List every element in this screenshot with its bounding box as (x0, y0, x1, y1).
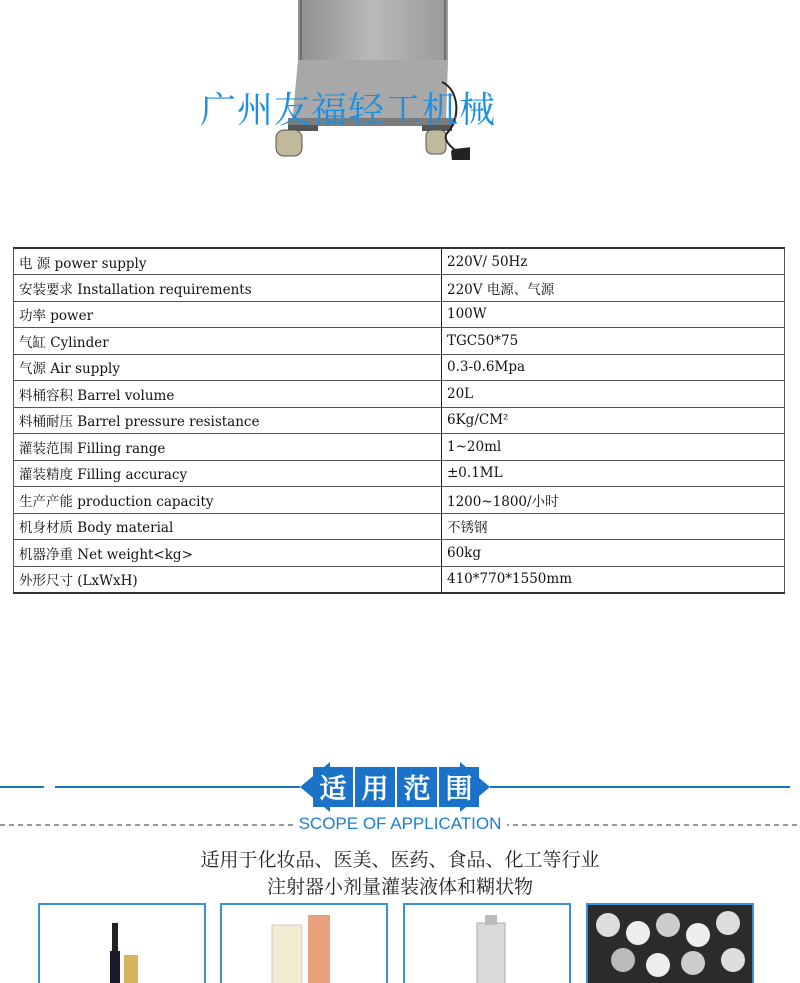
table-row (14, 434, 785, 461)
spec-value: 220V 电源、气源 (442, 275, 785, 302)
brand-watermark: 广州友福轻工机械 (200, 90, 497, 131)
table-row (14, 275, 785, 302)
table-row (14, 354, 785, 381)
spec-label: 电 源 power supply (14, 248, 442, 275)
table-row (14, 407, 785, 434)
spec-label: 机器净重 Net weight<kg> (14, 540, 442, 567)
spec-label: 机身材质 Body material (14, 513, 442, 540)
product-image-vials (586, 903, 754, 983)
lip-balm-icon (222, 905, 388, 983)
spec-label: 生产产能 production capacity (14, 487, 442, 514)
table-row (14, 513, 785, 540)
spec-label: 灌装精度 Filling accuracy (14, 460, 442, 487)
spec-value: 不锈钢 (442, 513, 785, 540)
tube-icon (405, 905, 571, 983)
badge-group (300, 762, 490, 812)
spec-label: 功率 power (14, 301, 442, 328)
spec-value: 0.3-0.6Mpa (442, 354, 785, 381)
spec-value: 410*770*1550mm (442, 566, 785, 593)
spec-value: TGC50*75 (442, 328, 785, 355)
scope-description-line-1: 适用于化妆品、医美、医药、食品、化工等行业 (200, 849, 600, 871)
table-row (14, 566, 785, 593)
spec-label: 气源 Air supply (14, 354, 442, 381)
spec-label: 安装要求 Installation requirements (14, 275, 442, 302)
scope-description-line-2: 注射器小剂量灌装液体和糊状物 (266, 876, 533, 898)
badge-char: 围 (445, 774, 473, 805)
vials-icon (588, 905, 754, 983)
spec-value: 20L (442, 381, 785, 408)
badge-char: 范 (403, 774, 431, 805)
scope-subtitle-wrap (0, 814, 800, 834)
spec-value: 100W (442, 301, 785, 328)
machine-image (270, 0, 470, 160)
table-row (14, 381, 785, 408)
table-row (14, 487, 785, 514)
spec-value: 220V/ 50Hz (442, 248, 785, 275)
spec-value: 1200~1800/小时 (442, 487, 785, 514)
spec-label: 灌装范围 Filling range (14, 434, 442, 461)
spec-table (13, 247, 785, 594)
table-row (14, 460, 785, 487)
table-row (14, 301, 785, 328)
spec-label: 外形尺寸 (LxWxH) (14, 566, 442, 593)
product-image-mascara (38, 903, 206, 983)
table-row (14, 540, 785, 567)
product-image-lip-balm (220, 903, 388, 983)
spec-value: 60kg (442, 540, 785, 567)
spec-value: 1~20ml (442, 434, 785, 461)
product-image-tube (403, 903, 571, 983)
scope-subtitle: SCOPE OF APPLICATION (293, 814, 508, 833)
spec-value: 6Kg/CM² (442, 407, 785, 434)
spec-value: ±0.1ML (442, 460, 785, 487)
spec-label: 料桶容积 Barrel volume (14, 381, 442, 408)
badge-char: 用 (361, 774, 389, 805)
mascara-icon (40, 905, 206, 983)
table-row (14, 248, 785, 275)
table-row (14, 328, 785, 355)
spec-label: 气缸 Cylinder (14, 328, 442, 355)
spec-label: 料桶耐压 Barrel pressure resistance (14, 407, 442, 434)
badge-char: 适 (319, 774, 347, 805)
